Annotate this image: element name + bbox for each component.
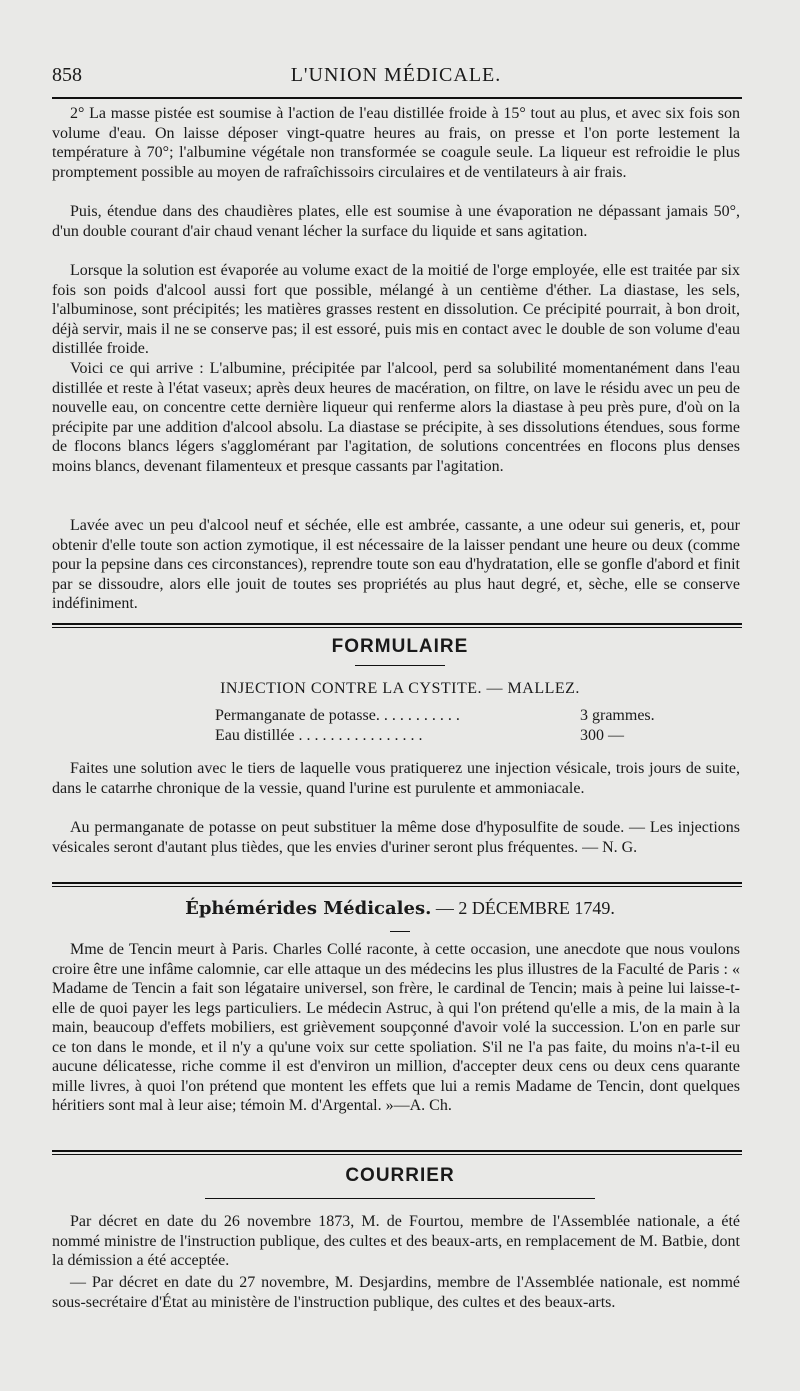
header-rule — [52, 97, 742, 99]
article-paragraph: Voici ce qui arrive : L'albumine, précipitée par l'alcool, perd sa solubilité momentanément dans l'eau distillée et reste à l'état vaseux; après deux heures de macération, on filtre, on lave le résidu avec un peu de nouvelle eau, on concentre cette dernière liqueur qui renferme alors la diastase à peu près pure, d'où on la précipite par une addition d'alcool absolu. La diastase se précipite, à ses dissolutions étendues, sous forme de flocons blancs légers s'agglomérant par l'agitation, de solutions concentrées en flocons plus denses moins blancs, devenant filamenteux et presque cassants par l'agitation. — [52, 360, 740, 475]
formulaire-subtitle: INJECTION CONTRE LA CYSTITE. — MALLEZ. — [220, 680, 580, 697]
ingredient-name: Eau distillée . . . . . . . . . . . . . . . . — [215, 727, 423, 744]
ingredient-name: Permanganate de potasse. . . . . . . . . . . — [215, 707, 460, 724]
article-paragraph: Puis, étendue dans des chaudières plates, elle est soumise à une évaporation ne dépassant jamais 50°, d'un double courant d'air chaud venant lécher la surface du liquide et sans agitation. — [52, 203, 740, 240]
ingredient-quantity: 300 — — [580, 727, 624, 744]
courrier-title: COURRIER — [345, 1165, 455, 1186]
section-separator — [52, 623, 742, 628]
ephemerides-date: — 2 DÉCEMBRE 1749. — [435, 898, 615, 918]
title-dash — [390, 931, 410, 932]
title-underline — [205, 1198, 595, 1199]
running-title: L'UNION MÉDICALE. — [290, 64, 502, 86]
formulaire-title: FORMULAIRE — [331, 636, 469, 657]
title-underline — [355, 665, 445, 666]
section-separator — [52, 1150, 742, 1155]
ephemerides-title — [0, 898, 800, 919]
page-number: 858 — [52, 64, 82, 86]
article-paragraph: Lorsque la solution est évaporée au volume exact de la moitié de l'orge employée, elle est traitée par six fois son poids d'alcool aussi fort que possible, mélangé à un centième d'éther. La diastase, les sels, l'albuminose, sont précipités; les matières grasses restent en dissolution. Ce précipité pourrait, à bon droit, déjà servir, mais il ne se conserve pas; il est essoré, puis mis en contact avec le double de son volume d'eau distillée froide. — [52, 262, 740, 357]
ephemerides-paragraph: Mme de Tencin meurt à Paris. Charles Collé raconte, à cette occasion, une anecdote que nous voulons croire être une infâme calomnie, car elle attaque un des médecins les plus illustres de la Faculté de Paris : « Madame de Tencin a fait son légataire universel, son frère, le cardinal de Tencin; mais à peine lui laisse-t-elle de quoi payer les legs particuliers. Le médecin Astruc, à qui l'on prétend qu'elle a mis, de la main à la main, beaucoup d'effets mobiliers, est grièvement soupçonné d'avoir volé la succession. L'on en parle sur ce ton dans le monde, et il n'y a qu'une voix sur cette spoliation. S'il ne l'a pas faite, du moins n'a-t-il eu aucune délicatesse, riche comme il est d'environ un million, d'accepter deux cens ou deux cens quarante mille livres, à quoi l'on prétend que montent les effets que lui a remis Madame de Tencin, dont quelques héritiers sont mal à leur aise; témoin M. d'Argental. »—A. Ch. — [52, 941, 740, 1114]
formulaire-paragraph: Faites une solution avec le tiers de laquelle vous pratiquerez une injection vésicale, trois jours de suite, dans le catarrhe chronique de la vessie, quand l'urine est purulente et ammoniacale. — [52, 760, 740, 797]
article-paragraph: 2° La masse pistée est soumise à l'action de l'eau distillée froide à 15° tout au plus, et avec six fois son volume d'eau. On laisse déposer vingt-quatre heures au frais, on presse et l'on porte lestement la température à 70°; l'albumine végétale non transformée se coagule seule. La liqueur est refroidie le plus promptement possible au moyen de rafraîchissoirs circulaires et de ventilateurs à air frais. — [52, 105, 740, 181]
page-header — [52, 60, 740, 94]
ephemerides-heading: Éphémérides Médicales. — [185, 898, 432, 919]
courrier-paragraph: — Par décret en date du 27 novembre, M. Desjardins, membre de l'Assemblée nationale, est nommé sous-secrétaire d'État au ministère de l'instruction publique, des cultes et des beaux-arts. — [52, 1274, 740, 1311]
section-separator — [52, 882, 742, 887]
article-paragraph: Lavée avec un peu d'alcool neuf et séchée, elle est ambrée, cassante, a une odeur sui generis, et, pour obtenir d'elle toute son action zymotique, il est nécessaire de la laisser pendant une heure ou deux (comme pour la pepsine dans ces circonstances), reprendre toute son eau d'hydratation, elle se gonfle d'abord et finit par se dissoudre, alors elle jouit de toutes ses propriétés au plus haut degré, et, sèche, elle se conserve indéfiniment. — [52, 517, 740, 612]
ingredient-quantity: 3 grammes. — [580, 707, 655, 724]
formulaire-paragraph: Au permanganate de potasse on peut substituer la même dose d'hyposulfite de soude. — Les injections vésicales seront d'autant plus tièdes, que les envies d'uriner seront plus fréquentes. — N. G. — [52, 819, 740, 856]
courrier-paragraph: Par décret en date du 26 novembre 1873, M. de Fourtou, membre de l'Assemblée nationale, a été nommé ministre de l'instruction publique, des cultes et des beaux-arts, en remplacement de M. Batbie, dont la démission a été acceptée. — [52, 1213, 740, 1269]
